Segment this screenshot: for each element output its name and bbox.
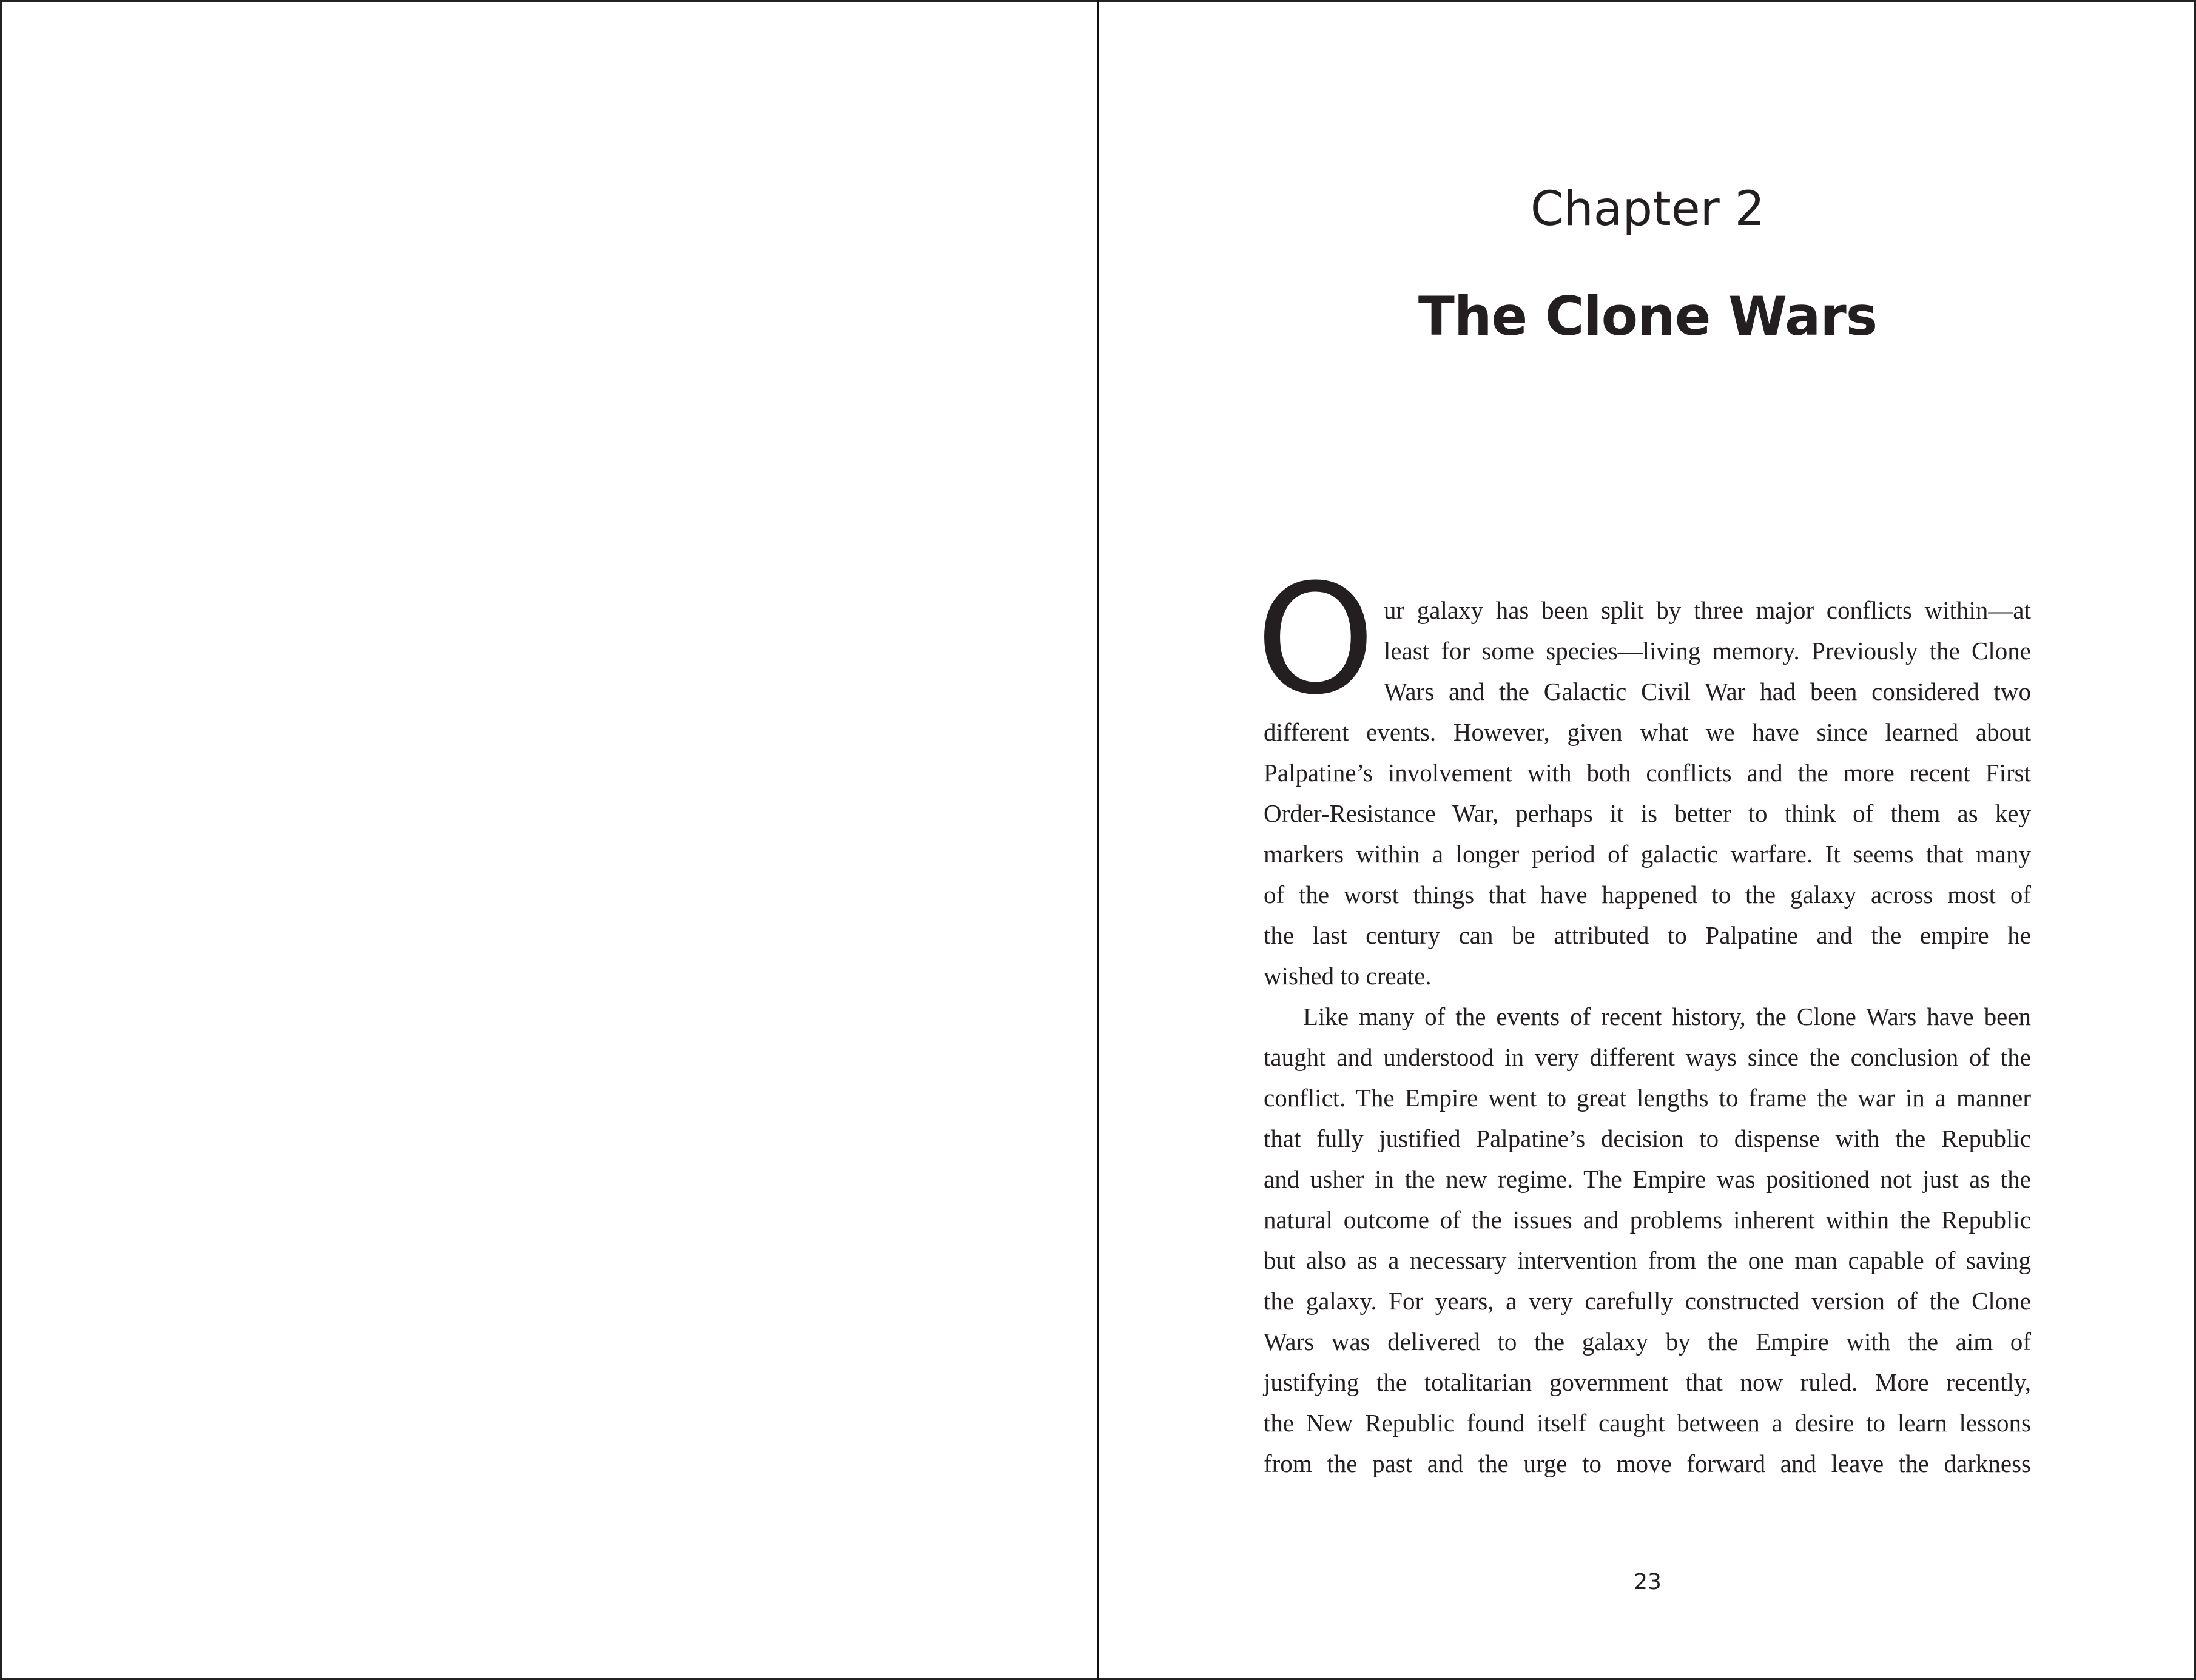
paragraph-1-line: Palpatine’s involvement with both conflicts and the more recent First	[1264, 759, 2031, 787]
paragraph-2-line: that fully justified Palpatine’s decision to dispense with the Republic	[1264, 1124, 2031, 1152]
chapter-label: Chapter 2	[1530, 182, 1765, 237]
paragraph-1-line: ur galaxy has been split by three major conflicts within—at	[1384, 596, 2031, 624]
paragraph-2-line: natural outcome of the issues and problems inherent within the Republic	[1264, 1206, 2031, 1234]
page-number: 23	[1634, 1570, 1662, 1594]
paragraph-2-line: and usher in the new regime. The Empire was positioned not just as the	[1264, 1165, 2031, 1193]
paragraph-1-line: of the worst things that have happened to the galaxy across most of	[1264, 881, 2031, 909]
paragraph-1-line: least for some species—living memory. Previously the Clone	[1384, 637, 2031, 665]
paragraph-1-line: wished to create.	[1264, 962, 1432, 990]
paragraph-2-line: taught and understood in very different ways since the conclusion of the	[1264, 1043, 2031, 1071]
paragraph-2-line: the New Republic found itself caught between a desire to learn lessons	[1264, 1409, 2031, 1437]
paragraph-2-line: the galaxy. For years, a very carefully constructed version of the Clone	[1264, 1287, 2031, 1315]
paragraph-2-line: Like many of the events of recent history, the Clone Wars have been	[1303, 1003, 2031, 1030]
paragraph-2-line: justifying the totalitarian government that now ruled. More recently,	[1264, 1368, 2031, 1396]
chapter-title: The Clone Wars	[1418, 285, 1878, 348]
page-gutter-divider	[1097, 0, 1099, 1680]
drop-cap: O	[1256, 551, 1375, 728]
paragraph-1-line: Order-Resistance War, perhaps it is better to think of them as key	[1264, 799, 2031, 827]
paragraph-1-line: different events. However, given what we have since learned about	[1264, 718, 2031, 746]
paragraph-1-line: Wars and the Galactic Civil War had been considered two	[1384, 677, 2031, 705]
paragraph-2-line: but also as a necessary intervention from the one man capable of saving	[1264, 1246, 2031, 1274]
paragraph-1-line: markers within a longer period of galactic warfare. It seems that many	[1264, 840, 2031, 868]
paragraph-2-line: conflict. The Empire went to great lengths to frame the war in a manner	[1264, 1084, 2031, 1112]
paragraph-2-line: from the past and the urge to move forward and leave the darkness	[1264, 1450, 2031, 1477]
paragraph-2-line: Wars was delivered to the galaxy by the Empire with the aim of	[1264, 1328, 2031, 1356]
paragraph-1-line: the last century can be attributed to Palpatine and the empire he	[1264, 921, 2031, 949]
